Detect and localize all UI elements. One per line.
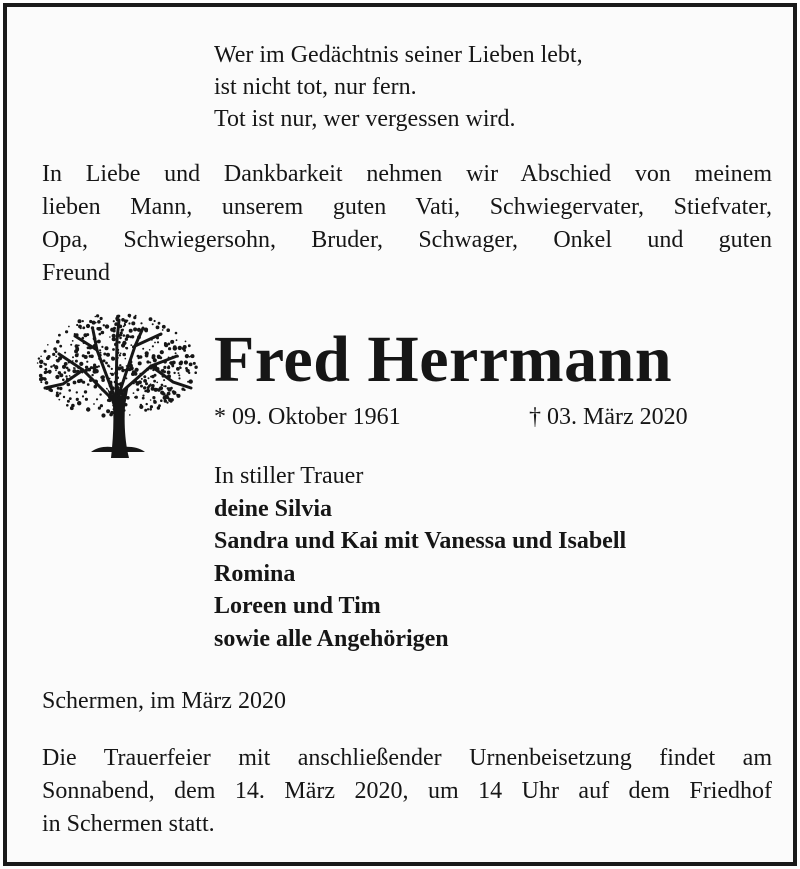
birth-date: * 09. Oktober 1961 xyxy=(214,404,401,430)
mourner-name: Romina xyxy=(214,560,296,587)
death-date: † 03. März 2020 xyxy=(529,404,688,430)
place-date: Schermen, im März 2020 xyxy=(42,688,286,714)
mourner-name: sowie alle Angehörigen xyxy=(214,625,449,652)
mourner-name: deine Silvia xyxy=(214,495,333,522)
deceased-name: Fred Herrmann xyxy=(214,323,673,396)
obituary-frame xyxy=(3,3,797,866)
tree-icon xyxy=(33,310,201,458)
service-line: Die Trauerfeier mit anschließender Urnenbeisetzung findet am xyxy=(42,745,772,771)
service-line: Sonnabend, dem 14. März 2020, um 14 Uhr auf dem Friedhof xyxy=(42,778,772,804)
intro-line: In Liebe und Dankbarkeit nehmen wir Abschied von meinem xyxy=(42,161,772,187)
intro-line: Opa, Schwiegersohn, Bruder, Schwager, Onkel und guten xyxy=(42,227,772,253)
service-paragraph xyxy=(42,742,772,841)
quote-line: Tot ist nur, wer vergessen wird. xyxy=(214,106,516,132)
intro-paragraph xyxy=(42,158,772,290)
mourners-heading: In stiller Trauer xyxy=(214,463,364,489)
mourner-name: Sandra und Kai mit Vanessa und Isabell xyxy=(214,528,627,555)
memorial-quote xyxy=(214,39,583,135)
service-line: in Schermen statt. xyxy=(42,811,215,837)
intro-line: Freund xyxy=(42,260,110,286)
mourner-name: Loreen und Tim xyxy=(214,593,381,620)
intro-line: lieben Mann, unserem guten Vati, Schwiegervater, Stiefvater, xyxy=(42,194,772,220)
mourners-block xyxy=(214,460,626,656)
quote-line: ist nicht tot, nur fern. xyxy=(214,74,417,100)
quote-line: Wer im Gedächtnis seiner Lieben lebt, xyxy=(214,42,583,68)
